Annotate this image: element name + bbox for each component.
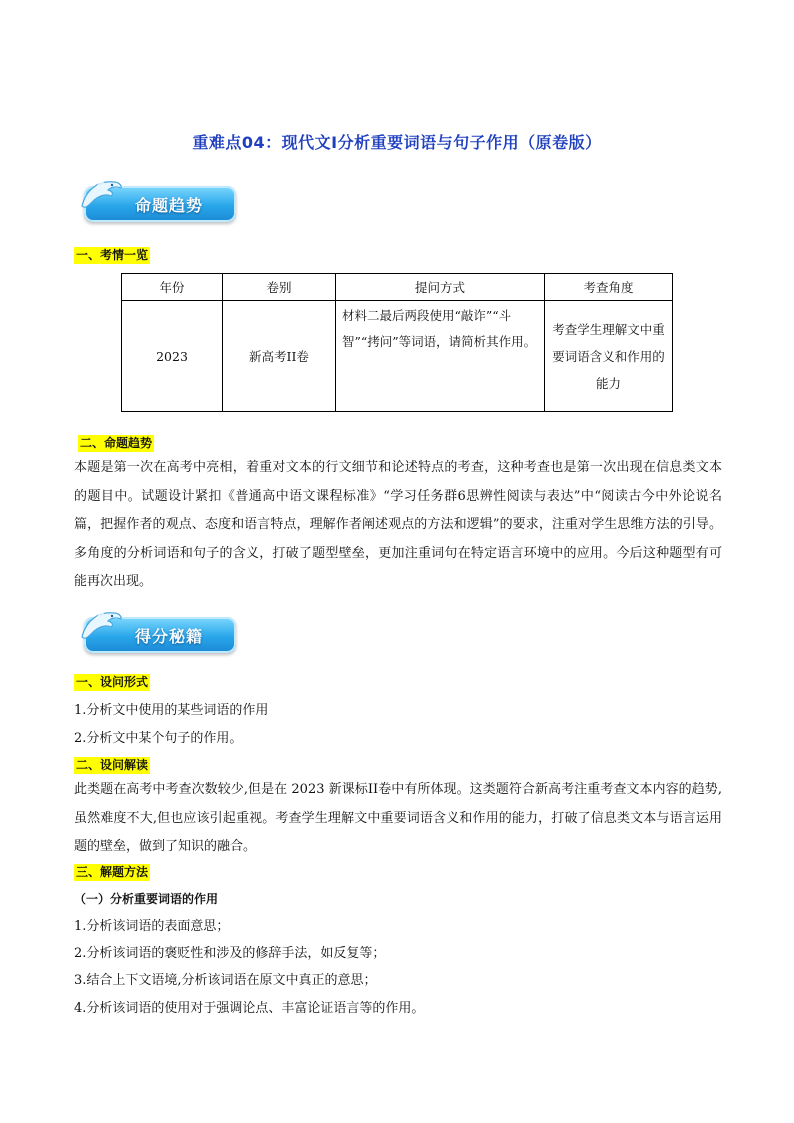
section-heading-trend: 二、命题趋势: [80, 436, 153, 450]
section-heading-question-form: 一、设问形式: [76, 675, 149, 689]
list-item: 1.分析文中使用的某些词语的作用: [74, 703, 269, 718]
trend-banner-label: 命题趋势: [134, 196, 203, 215]
secrets-banner-label: 得分秘籍: [134, 627, 203, 646]
column-header-year: 年份: [122, 274, 223, 301]
cell-angle: 考查学生理解文中重要词语含义和作用的能力: [545, 301, 673, 412]
interpretation-paragraph: 此类题在高考中考查次数较少,但是在 2023 新课标II卷中有所体现。这类题符合新高考注重考查文本内容的趋势,虽然难度不大,但也应该引起重视。考查学生理解文中重要词语含义和作用的能力，打破了信息类文本与语言运用题的壁垒，做到了知识的融合。: [74, 782, 722, 854]
cell-question: 材料二最后两段使用“敲诈”“斗智”“拷问”等词语，请简析其作用。: [336, 301, 545, 412]
section-heading-interpretation: 二、设问解读: [76, 758, 149, 772]
list-item: 3.结合上下文语境,分析该词语在原文中真正的意思；: [74, 973, 377, 988]
list-item: 2.分析文中某个句子的作用。: [74, 731, 243, 746]
cell-year: 2023: [122, 301, 223, 412]
section-heading-overview: 一、考情一览: [76, 248, 149, 262]
list-item: 2.分析该词语的褒贬性和涉及的修辞手法，如反复等；: [74, 946, 386, 961]
page-title: 重难点04：现代文I分析重要词语与句子作用（原卷版）: [192, 133, 602, 152]
trend-banner: [78, 176, 242, 230]
section-heading-method: 三、解题方法: [76, 865, 149, 879]
list-item: 1.分析该词语的表面意思；: [74, 919, 230, 934]
list-item: 4.分析该词语的使用对于强调论点、丰富论证语言等的作用。: [74, 1001, 425, 1016]
column-header-question: 提问方式: [336, 274, 545, 301]
method-subheading: （一）分析重要词语的作用: [74, 892, 219, 906]
exam-overview-table: [121, 273, 673, 412]
column-header-paper: 卷别: [223, 274, 336, 301]
table-row: [122, 301, 673, 412]
column-header-angle: 考查角度: [545, 274, 673, 301]
cell-paper: 新高考II卷: [223, 301, 336, 412]
secrets-banner: [78, 607, 242, 661]
table-header-row: [122, 274, 673, 301]
trend-paragraph: 本题是第一次在高考中亮相，着重对文本的行文细节和论述特点的考查，这种考查也是第一次出现在信息类文本的题目中。试题设计紧扣《普通高中语文课程标准》“学习任务群6思辨性阅读与表达”中“阅读古今中外论说名篇，把握作者的观点、态度和语言特点，理解作者阐述观点的方法和逻辑”的要求，注重对学生思维方法的引导。多角度的分析词语和句子的含义，打破了题型壁垒，更加注重词句在特定语言环境中的应用。今后这种题型有可能再次出现。: [74, 460, 722, 589]
